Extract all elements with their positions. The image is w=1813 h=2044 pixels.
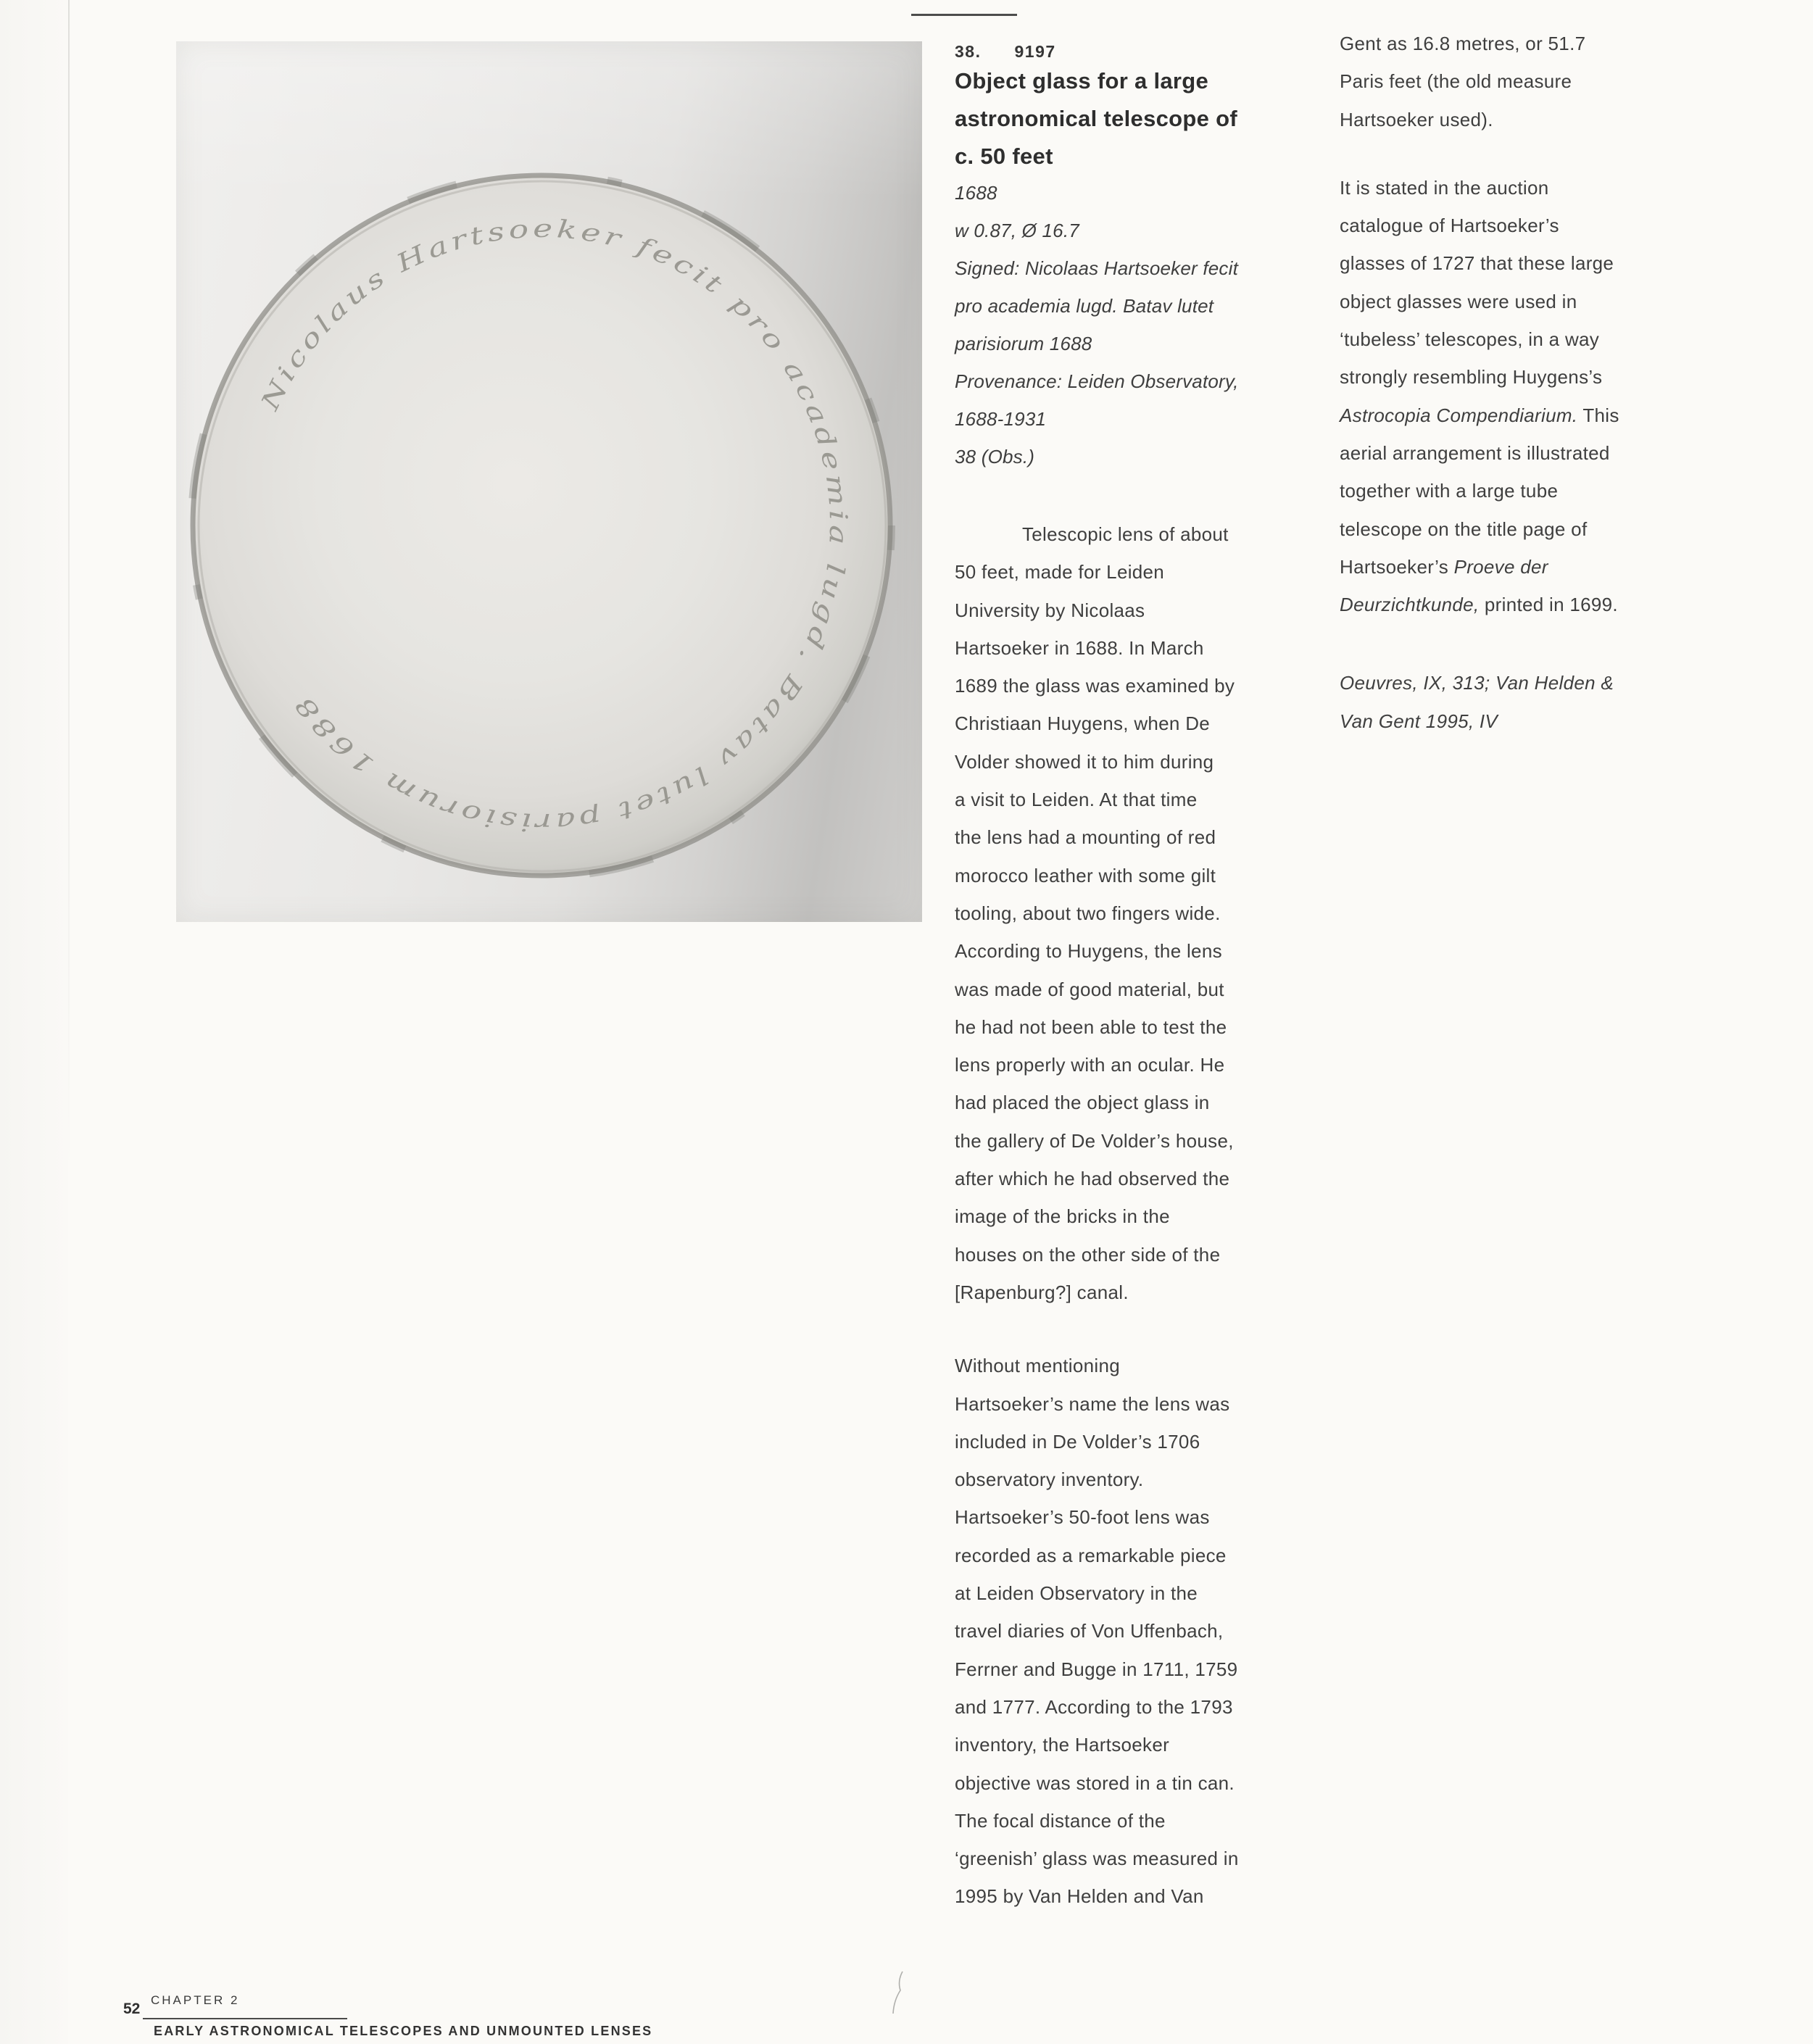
text-line: houses on the other side of the — [955, 1243, 1221, 1266]
text-line: Oeuvres, IX, 313; Van Helden & — [1340, 672, 1614, 694]
body-paragraph-2 — [955, 1347, 1332, 1915]
text-line: telescope on the title page of — [1340, 518, 1588, 540]
body-paragraph-1 — [955, 515, 1332, 1311]
text-line: c. 50 feet — [955, 144, 1053, 169]
text-line: Object glass for a large — [955, 68, 1209, 94]
scan-crease-line — [68, 0, 70, 1174]
entry-title — [955, 62, 1332, 175]
text-line: Astrocopia Compendiarium. This — [1340, 404, 1619, 426]
text-line: and 1777. According to the 1793 — [955, 1695, 1233, 1718]
page-left-margin — [0, 0, 68, 2044]
entry-metadata — [955, 174, 1332, 475]
text-line: [Rapenburg?] canal. — [955, 1281, 1129, 1303]
footer-rule — [143, 2018, 347, 2019]
text-line: was made of good material, but — [955, 978, 1224, 1000]
text-line: 1688-1931 — [955, 408, 1047, 430]
text-line: objective was stored in a tin can. — [955, 1771, 1235, 1794]
text-line: a visit to Leiden. At that time — [955, 789, 1198, 811]
text-line: Telescopic lens of about — [1022, 523, 1229, 545]
text-line: image of the bricks in the — [955, 1205, 1170, 1228]
text-line: he had not been able to test the — [955, 1015, 1227, 1038]
right-paragraph-1 — [1340, 25, 1717, 138]
text-line: According to Huygens, the lens — [955, 940, 1222, 963]
text-line: Paris feet (the old measure — [1340, 70, 1572, 93]
text-line: Volder showed it to him during — [955, 750, 1214, 773]
bibliographic-citation — [1340, 664, 1717, 740]
text-line: had placed the object glass in — [955, 1092, 1210, 1114]
text-line: included in De Volder’s 1706 — [955, 1430, 1200, 1453]
text-line: The focal distance of the — [955, 1809, 1166, 1832]
text-line: w 0.87, Ø 16.7 — [955, 220, 1079, 241]
text-line: ‘greenish’ glass was measured in — [955, 1848, 1239, 1870]
text-line: aerial arrangement is illustrated — [1340, 441, 1610, 464]
stray-pen-mark — [890, 1970, 908, 2015]
text-line: morocco leather with some gilt — [955, 864, 1216, 886]
text-line: Signed: Nicolaas Hartsoeker fecit — [955, 257, 1239, 279]
text-line: Ferrner and Bugge in 1711, 1759 — [955, 1658, 1238, 1680]
text-line: parisiorum 1688 — [955, 333, 1092, 354]
text-line: pro academia lugd. Batav lutet — [955, 295, 1214, 317]
text-line: 1688 — [955, 182, 997, 204]
text-line: 1689 the glass was examined by — [955, 675, 1235, 697]
text-line: travel diaries of Von Uffenbach, — [955, 1620, 1224, 1642]
lens-image — [176, 41, 922, 922]
entry-number: 38. — [955, 42, 982, 61]
text-line: astronomical telescope of — [955, 106, 1237, 131]
footer-page-number: 52 — [123, 2001, 141, 2017]
text-line: Van Gent 1995, IV — [1340, 710, 1498, 732]
text-line: together with a large tube — [1340, 480, 1559, 502]
text-line: It is stated in the auction — [1340, 176, 1549, 199]
text-line: Hartsoeker’s Proeve der — [1340, 555, 1548, 578]
text-line: 50 feet, made for Leiden — [955, 561, 1165, 583]
text-line: Hartsoeker’s 50-foot lens was — [955, 1506, 1210, 1529]
text-line: catalogue of Hartsoeker’s — [1340, 215, 1559, 237]
text-line: Gent as 16.8 metres, or 51.7 — [1340, 33, 1586, 54]
text-line: recorded as a remarkable piece — [955, 1544, 1227, 1566]
text-line: Without mentioning — [955, 1355, 1120, 1377]
lens-inscription: Nicolaus Hartsoeker fecit pro academia lugd. Batav lutet parisiorum 1688 — [255, 214, 853, 837]
text-line: 1995 by Van Helden and Van — [955, 1885, 1204, 1908]
text-line: tooling, about two fingers wide. — [955, 902, 1221, 924]
text-line: Hartsoeker in 1688. In March — [955, 636, 1204, 659]
text-line: observatory inventory. — [955, 1468, 1144, 1491]
text-line: after which he had observed the — [955, 1168, 1230, 1190]
entry-header-rule — [911, 14, 1017, 16]
text-line: University by Nicolaas — [955, 599, 1145, 621]
text-line: Provenance: Leiden Observatory, — [955, 370, 1239, 392]
text-line: ‘tubeless’ telescopes, in a way — [1340, 328, 1600, 351]
text-line: Hartsoeker’s name the lens was — [955, 1392, 1230, 1415]
text-line: 38 (Obs.) — [955, 446, 1035, 468]
entry-right-column — [1340, 25, 1717, 740]
lens-photograph — [176, 41, 922, 922]
text-line: Hartsoeker used). — [1340, 108, 1493, 130]
footer-series-title: EARLY ASTRONOMICAL TELESCOPES AND UNMOUNTED LENSES — [154, 2024, 653, 2038]
text-line: object glasses were used in — [1340, 290, 1577, 312]
text-line: Deurzichtkunde, printed in 1699. — [1340, 594, 1618, 616]
text-line: the lens had a mounting of red — [955, 826, 1216, 849]
text-line: lens properly with an ocular. He — [955, 1054, 1225, 1076]
text-line: the gallery of De Volder’s house, — [955, 1129, 1234, 1152]
text-line: inventory, the Hartsoeker — [955, 1734, 1170, 1756]
entry-body-column — [955, 515, 1332, 1916]
right-paragraph-2 — [1340, 169, 1717, 624]
footer-chapter-label: CHAPTER 2 — [151, 1993, 240, 2007]
text-line: Christiaan Huygens, when De — [955, 713, 1211, 735]
text-line: glasses of 1727 that these large — [1340, 252, 1614, 275]
entry-inventory-number: 9197 — [1014, 42, 1056, 61]
text-line: at Leiden Observatory in the — [955, 1582, 1198, 1605]
text-line: strongly resembling Huygens’s — [1340, 366, 1603, 389]
entry-reference — [955, 42, 1056, 62]
